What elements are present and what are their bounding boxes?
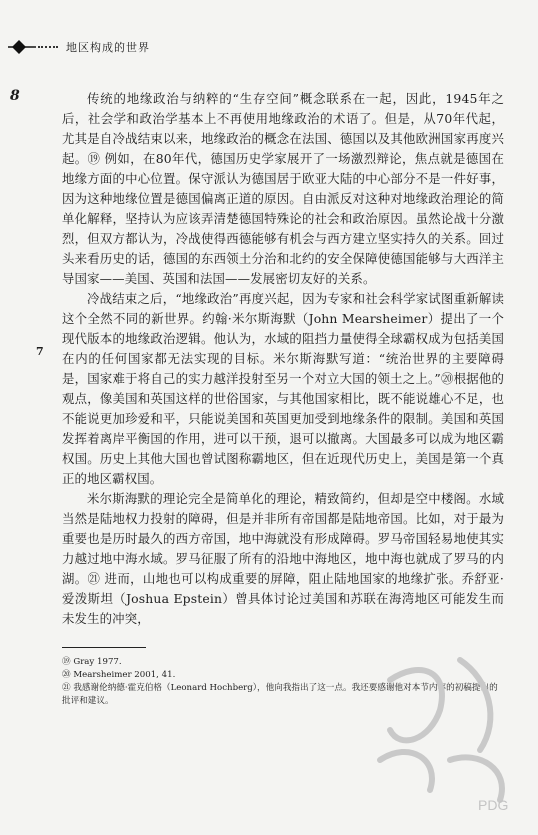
header-dotted-rule: [38, 46, 58, 48]
page-number: 8: [10, 88, 20, 104]
footnote: ⑳ Mearsheimer 2001, 41.: [62, 670, 176, 680]
footnote: ⑲ Gray 1977.: [62, 657, 122, 667]
footnote-rule: [62, 647, 146, 648]
margin-page-number: 7: [36, 345, 44, 358]
body-text: [62, 89, 504, 629]
paragraph: 米尔斯海默的理论完全是简单化的理论，精致简约，但却是空中楼阁。水域当然是陆地权力投射的障碍，但是并非所有帝国都是陆地帝国。比如，对于最为重要也是历时最久的西方帝国，地中海就没有形成障碍。罗马帝国轻易地使其实力越过地中海水域。罗马征服了所有的沿地中海地区，地中海也就成了罗马的内湖。㉑ 进而，山地也可以构成重要的屏障，阻止陆地国家的地缘扩张。乔舒亚·爱泼斯坦（Joshua Epstein）曾具体讨论过美国和苏联在海湾地区可能发生而未发生的冲突，: [62, 491, 504, 626]
watermark-seal: [360, 640, 530, 820]
footnote: ㉑ 我感谢伦纳德·霍克伯格（Leonard Hochberg），他向我指出了这一点。我还要感谢他对本节内容的初稿提出的批评和建议。: [62, 683, 498, 706]
paragraph: 冷战结束之后，“地缘政治”再度兴起，因为专家和社会科学家试图重新解读这个全然不同的新世界。约翰·米尔斯海默（John Mearsheimer）提出了一个现代版本的地缘政治逻辑。他认为，水域的阻挡力量使得全球霸权成为包括美国在内的任何国家都无法实现的目标。米尔斯海默写道：“统治世界的主要障碍是，国家难于将自己的实力越洋投射至另一个对立大国的领土之上。”⑳根据他的观点，像美国和英国这样的世俗国家，与其他国家相比，既不能说雄心不足，也不能说更加珍爱和平，只能说美国和英国更加受到地缘条件的限制。美国和英国发挥着离岸平衡国的作用，进可以干预，退可以撤离。大国最多可以成为地区霸权国。历史上其他大国也曾试图称霸地区，但在近现代历史上，美国是第一个真正的地区霸权国。: [62, 291, 504, 486]
running-header-title: 地区构成的世界: [66, 41, 150, 54]
watermark-text: PDG: [478, 797, 509, 813]
paragraph: 传统的地缘政治与纳粹的“生存空间”概念联系在一起，因此，1945年之后，社会学和政治学基本上不再使用地缘政治的术语了。但是，从70年代起，尤其是自冷战结束以来，地缘政治的概念在法国、德国以及其他欧洲国家再度兴起。⑲ 例如，在80年代，德国历史学家展开了一场激烈辩论，焦点就是德国在地缘方面的中心位置。保守派认为德国居于欧亚大陆的中心部分不是一件好事，因为这种地缘位置是德国偏离正道的原因。自由派反对这种对地缘政治理论的简单化解释，坚持认为应该弄清楚德国特殊论的社会和政治原因。虽然论战十分激烈，但双方都认为，冷战使得西德能够有机会与西方建立坚实持久的关系。回过头来看历史的话，德国的东西领土分治和北约的安全保障使德国能够与大西洋主导国家——美国、英国和法国——发展密切友好的关系。: [62, 91, 504, 286]
diamond-arrow-icon: [8, 36, 38, 58]
running-header: [8, 36, 528, 60]
